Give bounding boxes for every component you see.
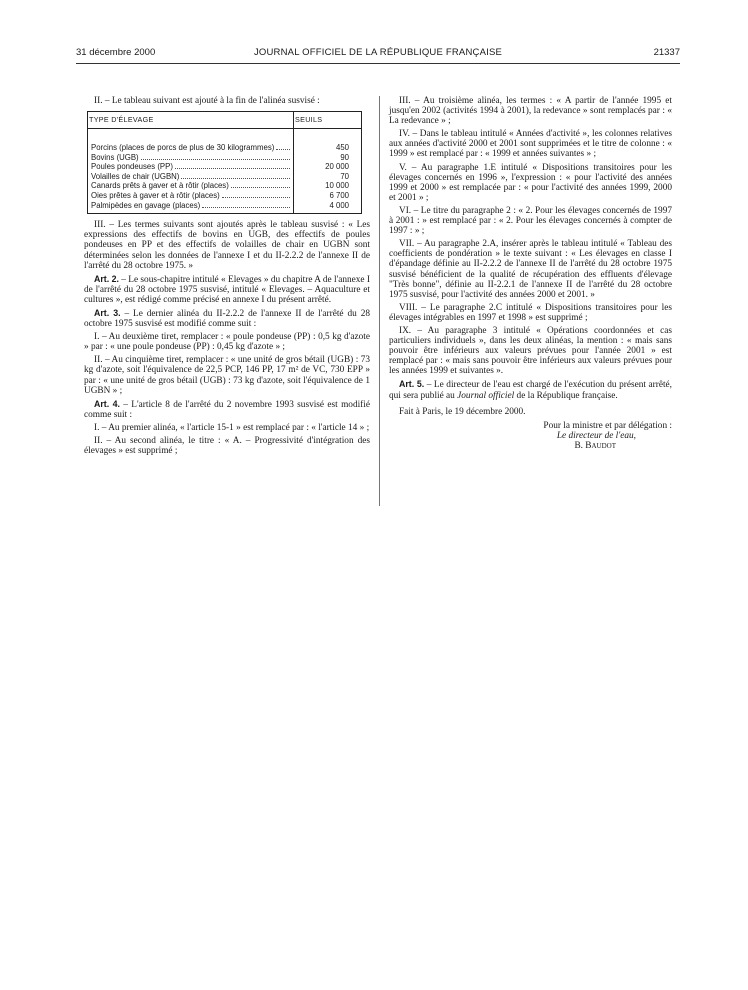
row-value: 450 <box>294 129 362 153</box>
row-value: 10 000 <box>294 181 362 191</box>
row-label: Canards prêts à gaver et à rôtir (places) <box>91 181 229 191</box>
table-row <box>88 172 362 182</box>
paragraph-iii: III. – Les termes suivants sont ajoutés après le tableau susvisé : « Les expressions des effectifs de bovins en UGB, des effectifs de poules pondeuses en PP et des effectifs de volailles de chair en UGBN sont déterminées selon les données de l'annexe I et du II-2.2.2 de l'annexe II de l'arrêté du 28 octobre 1975. » <box>84 220 370 271</box>
row-label: Volailles de chair (UGBN) <box>91 171 180 181</box>
article-4-label: Art. 4. <box>94 398 120 409</box>
table-row <box>88 201 362 214</box>
table-row <box>88 191 362 201</box>
article-3-item-i: I. – Au deuxième tiret, remplacer : « poule pondeuse (PP) : 0,5 kg d'azote » par : « une poule pondeuse (PP) : 0,45 kg d'azote » ; <box>84 332 370 353</box>
dot-leader <box>181 178 290 179</box>
article-2-label: Art. 2. <box>94 273 119 284</box>
article-2-text: – Le sous-chapitre intitulé « Elevages » du chapitre A de l'annexe I de l'arrêté du 28 octobre 1975 susvisé, intitulé « Elevages. – Aquaculture et cultures », est rédigé comme précisé en annexe I du présent arrêté. <box>84 274 370 305</box>
signature-line-1: Pour la ministre et par délégation : <box>543 420 672 431</box>
paragraph-iii-right: III. – Au troisième alinéa, les termes : « A partir de l'année 1995 et jusqu'en 2002 (activités 1994 à 2001), la redevance » sont remplacés par : « La redevance » ; <box>389 96 672 127</box>
dot-leader <box>202 207 290 208</box>
paragraph-ix: IX. – Au paragraphe 3 intitulé « Opérations coordonnées et cas particuliers individuels », dans les deux alinéas, la mention : « mais sans pouvoir être inférieurs aux valeurs prévues pour l'année 2001 » est remplacé par : « mais sans pouvoir être inférieurs aux valeurs prévues pour les années 1999 et suivantes ». <box>389 325 672 377</box>
journal-title: JOURNAL OFFICIEL DE LA RÉPUBLIQUE FRANÇAISE <box>253 47 503 58</box>
signatory-name: B. Baudot <box>574 441 616 452</box>
article-5-text-a: – Le directeur de l'eau est chargé de l'exécution du présent arrêté, qui sera publié au <box>389 380 672 401</box>
header-date: 31 décembre 2000 <box>76 47 156 58</box>
dot-leader <box>222 197 290 198</box>
article-5 <box>389 379 672 400</box>
article-4-text: – L'article 8 de l'arrêté du 2 novembre 1993 susvisé est modifié comme suit : <box>84 399 370 420</box>
row-value: 70 <box>294 172 362 182</box>
column-header-type: TYPE D'ÉLEVAGE <box>88 112 294 129</box>
paragraph-vii: VII. – Au paragraphe 2.A, insérer après le tableau intitulé « Tableau des coefficients de pondération » le texte suivant : « Les élevages en classe I d'épandage définie au II-2.2.2 de l'annexe II de l'arrêté du 28 octobre 1975 susvisé bénéficient de la qualité de récupération des effluents d'élevage "Très bonne", définie au II-2.2.1 de l'annexe II de l'arrêté du 28 octobre 1975 susvisé, pour l'activité des années 2000 et 2001. » <box>389 239 672 300</box>
dot-leader <box>276 149 290 150</box>
page-header <box>76 47 680 61</box>
article-4-item-ii: II. – Au second alinéa, le titre : « A. – Progressivité d'intégration des élevages » est supprimé ; <box>84 436 370 457</box>
paragraph-vi: VI. – Le titre du paragraphe 2 : « 2. Pour les élevages concernés de 1997 à 2001 : » est remplacé par : « 2. Pour les élevages concernés à compter de 1997 : » ; <box>389 205 672 237</box>
page-number: 21337 <box>653 47 680 58</box>
article-3-text: – Le dernier alinéa du II-2.2.2 de l'annexe II de l'arrêté du 28 octobre 1975 susvisé est modifié comme suit : <box>84 309 370 330</box>
article-3-item-ii: II. – Au cinquième tiret, remplacer : « une unité de gros bétail (UGB) : 73 kg d'azote, soit l'équivalence de 22,5 PCP, 146 PP, 17 m² de VC, 730 EPP » par : « une unité de gros bétail (UGB) : 73 kg d'azote, soit l'équivalence de 1 UGBN » ; <box>84 355 370 396</box>
row-label: Porcins (places de porcs de plus de 30 kilogrammes) <box>91 143 275 153</box>
dot-leader <box>141 159 290 160</box>
row-value: 6 700 <box>294 191 362 201</box>
left-column <box>84 96 370 459</box>
dot-leader <box>175 168 290 169</box>
table-row <box>88 181 362 191</box>
thresholds-table <box>87 111 362 214</box>
article-3 <box>84 308 370 329</box>
row-value: 90 <box>294 153 362 163</box>
header-rule <box>76 63 680 64</box>
dot-leader <box>231 187 290 188</box>
row-value: 20 000 <box>294 162 362 172</box>
column-divider <box>379 96 380 506</box>
article-3-label: Art. 3. <box>94 308 121 318</box>
article-2 <box>84 274 370 305</box>
paragraph-v: V. – Au paragraphe 1.E intitulé « Dispositions transitoires pour les élevages concernés en 1996 », l'expression : « pour l'activité des années 1999 et 2000 » est remplacée par : « pour l'activité des années 1999, 2000 et 2001 » ; <box>389 162 672 203</box>
article-4-item-i: I. – Au premier alinéa, « l'article 15-1 » est remplacé par : « l'article 14 » ; <box>94 422 370 433</box>
row-label: Poules pondeuses (PP) <box>91 162 173 172</box>
article-5-label: Art. 5. <box>399 379 425 390</box>
table-row <box>88 129 362 153</box>
row-label: Oies prêtes à gaver et à rôtir (places) <box>91 191 220 201</box>
column-header-seuils: SEUILS <box>294 112 362 129</box>
signature-line-2: Le directeur de l'eau, <box>556 431 636 442</box>
row-label: Bovins (UGB) <box>91 152 139 162</box>
paragraph-viii: VIII. – Le paragraphe 2.C intitulé « Dispositions transitoires pour les élevages intégrables en 1997 et 1998 » est supprimé ; <box>389 302 672 323</box>
signing-place-date: Fait à Paris, le 19 décembre 2000. <box>399 406 526 417</box>
article-4 <box>84 399 370 420</box>
article-5-text-b: de la République française. <box>514 390 618 401</box>
right-column <box>389 96 672 452</box>
signature-block <box>389 421 672 452</box>
table-row <box>88 162 362 172</box>
row-value: 4 000 <box>294 201 362 214</box>
journal-officiel-ref: Journal officiel <box>457 390 515 401</box>
paragraph-ii: II. – Le tableau suivant est ajouté à la fin de l'alinéa susvisé : <box>94 96 320 106</box>
paragraph-iv: IV. – Dans le tableau intitulé « Années d'activité », les colonnes relatives aux années d'activité 2000 et 2001 sont supprimées et le titre de colonne : « 1999 » est remplacé par : « 1999 et années suivantes » ; <box>389 129 672 160</box>
row-label: Palmipèdes en gavage (places) <box>91 200 201 210</box>
table-header-row <box>88 112 362 129</box>
table-row <box>88 153 362 163</box>
